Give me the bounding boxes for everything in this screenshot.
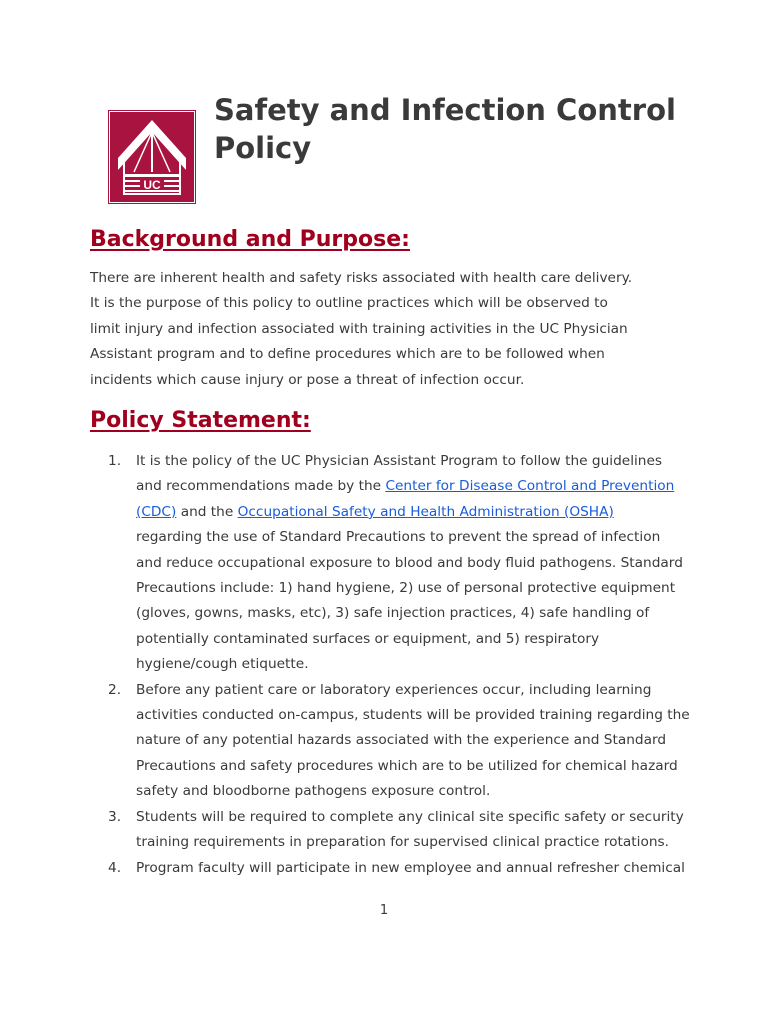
list-text: and the [176,503,238,520]
list-line: Before any patient care or laboratory experiences occur, including learning [136,681,652,698]
list-line [136,500,708,525]
list-line: Program faculty will participate in new employee and annual refresher chemical [136,859,685,876]
cdc-link[interactable]: Center for Disease Control and Prevention [385,478,675,495]
logo-text: UC [143,178,161,192]
list-line: Precautions and safety procedures which are to be utilized for chemical hazard [136,757,678,774]
list-number: 2. [108,681,122,698]
list-number: 1. [108,453,122,469]
paragraph-line: limit injury and infection associated with training activities in the UC Physician [90,320,628,337]
uc-logo [108,110,196,204]
list-text: and recommendations made by the [136,478,386,495]
paragraph-line: Assistant program and to define procedures which are to be followed when [90,346,605,363]
title-line-1: Safety and Infection Control [214,93,676,127]
title-line-2: Policy [214,131,312,165]
list-line: safety and bloodborne pathogens exposure control. [136,783,491,800]
cdc-abbrev-link[interactable]: (CDC) [136,503,177,520]
list-number: 4. [108,859,122,876]
paragraph-line: There are inherent health and safety risks associated with health care delivery. [90,270,633,286]
list-line: and reduce occupational exposure to blood and body fluid pathogens. Standard [136,554,683,571]
list-line: nature of any potential hazards associated with the experience and Standard [136,732,667,749]
policy-heading: Policy Statement: [90,408,311,433]
list-line: potentially contaminated surfaces or equipment, and 5) respiratory [136,630,600,647]
list-item [108,449,708,678]
list-line: hygiene/cough etiquette. [136,656,309,673]
list-line: Precautions include: 1) hand hygiene, 2) use of personal protective equipment [136,580,676,597]
list-number: 3. [108,808,122,825]
list-line: training requirements in preparation for supervised clinical practice rotations. [136,834,669,851]
list-item [108,805,708,856]
list-line: regarding the use of Standard Precautions to prevent the spread of infection [136,529,661,546]
osha-link[interactable]: Occupational Safety and Health Administration (OSHA) [237,503,614,520]
list-line: Students will be required to complete any clinical site specific safety or security [136,808,684,825]
list-item [108,856,708,881]
list-item [108,678,708,805]
list-line: activities conducted on-campus, students will be provided training regarding the [136,707,690,724]
paragraph-line: incidents which cause injury or pose a threat of infection occur. [90,371,525,388]
list-line: It is the policy of the UC Physician Assistant Program to follow the guidelines [136,453,663,469]
policy-list [108,449,708,881]
paragraph-line: It is the purpose of this policy to outline practices which will be observed to [90,295,608,312]
page-number: 1 [379,903,389,918]
page-title [214,91,734,167]
background-paragraph [90,266,650,393]
list-line [136,474,708,499]
list-line: (gloves, gowns, masks, etc), 3) safe injection practices, 4) safe handling of [136,605,650,622]
background-heading: Background and Purpose: [90,227,410,252]
